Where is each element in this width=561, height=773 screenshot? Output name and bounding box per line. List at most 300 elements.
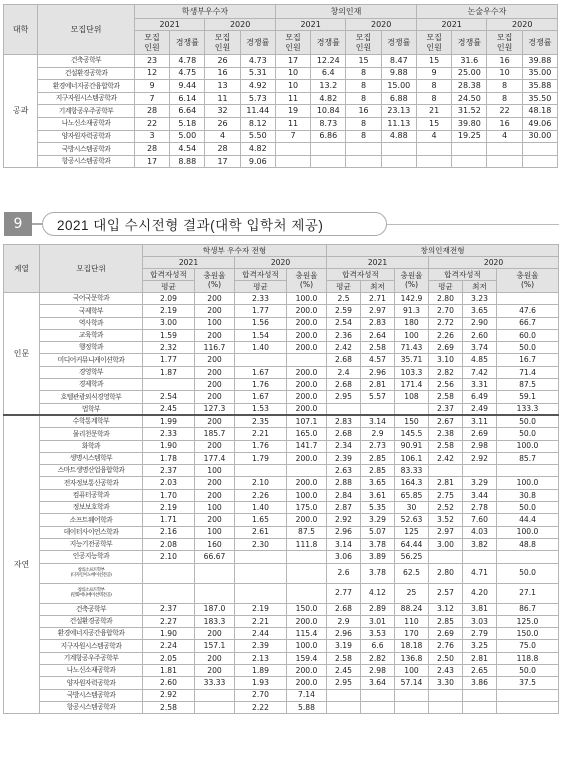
table-cell: 2.76 [429, 640, 463, 652]
table-cell: 200 [195, 489, 235, 501]
year-header: 2020 [487, 19, 558, 31]
table-row [4, 80, 558, 93]
table-row [4, 652, 559, 664]
table-cell: 2.72 [429, 317, 463, 329]
program-name: 경영학부 [40, 366, 143, 378]
program-name: 건축공학부 [40, 603, 143, 615]
table-cell: 160 [195, 538, 235, 550]
avg-header: 평균 [429, 281, 463, 293]
table-cell: 100 [395, 665, 429, 677]
table-cell: 90.91 [395, 440, 429, 452]
table-cell: 2.87 [327, 502, 361, 514]
table-cell: 3.14 [327, 538, 361, 550]
table-cell: 2.85 [361, 452, 395, 464]
table-cell: 15 [416, 117, 451, 130]
table-cell: 35.71 [395, 354, 429, 366]
table-cell: 2.03 [143, 477, 195, 489]
table-cell: 3.29 [361, 514, 395, 526]
table-cell: 87.5 [287, 526, 327, 538]
table-row [4, 489, 559, 501]
table-cell [287, 551, 327, 563]
table-cell: 49.06 [522, 117, 557, 130]
table-cell: 86.7 [497, 603, 559, 615]
program-name: 기계항공우주공학부 [38, 105, 135, 118]
table-cell: 200 [195, 628, 235, 640]
table-cell: 2.59 [327, 305, 361, 317]
table-cell: 17 [205, 155, 240, 168]
table-cell: 3.14 [361, 415, 395, 427]
table-cell: 141.7 [287, 440, 327, 452]
table-cell: 164.3 [395, 477, 429, 489]
table-cell: 2.27 [143, 615, 195, 627]
table-cell [361, 403, 395, 415]
table-cell: 1.40 [235, 342, 287, 354]
program-name: 국방시스템공학과 [38, 143, 135, 156]
table-cell: 1.99 [143, 415, 195, 427]
program-name: 지능기전공학부 [40, 538, 143, 550]
table-cell: 2.75 [429, 489, 463, 501]
table-row [4, 342, 559, 354]
table-cell: 2.19 [235, 603, 287, 615]
table-cell [487, 155, 522, 168]
table-cell: 3.44 [463, 489, 497, 501]
table-cell: 116.7 [195, 342, 235, 354]
table-cell: 66.67 [195, 551, 235, 563]
table-cell: 2.54 [327, 317, 361, 329]
table-cell: 2.13 [235, 652, 287, 664]
table-cell: 15.00 [381, 80, 416, 93]
program-name: 미디어커뮤니케이션학과 [40, 354, 143, 366]
table-cell: 3.12 [429, 603, 463, 615]
table-cell: 2.58 [143, 701, 195, 713]
table-cell: 52.63 [395, 514, 429, 526]
table-row [4, 689, 559, 701]
program-name: 창의소프트학부 (만화애니메이션텍전공) [40, 583, 143, 603]
program-name: 물리천문학과 [40, 428, 143, 440]
table-cell: 57.14 [395, 677, 429, 689]
table-cell: 30.8 [497, 489, 559, 501]
quota-header: 모집 인원 [487, 31, 522, 55]
table-cell: 1.77 [143, 354, 195, 366]
table-cell [235, 583, 287, 603]
table-cell: 65.85 [395, 489, 429, 501]
table-cell: 2.34 [327, 440, 361, 452]
table-cell: 2.42 [327, 342, 361, 354]
table-cell: 3.74 [463, 342, 497, 354]
col-program-header: 모집단위 [38, 5, 135, 55]
table-cell: 1.59 [143, 329, 195, 341]
avg-header: 평균 [143, 281, 195, 293]
table-cell: 100 [195, 526, 235, 538]
table-row [4, 67, 558, 80]
program-name: 환경에너지공간융합학과 [38, 80, 135, 93]
table-cell: 2.95 [327, 677, 361, 689]
table-cell: 2.21 [235, 615, 287, 627]
table-row [4, 502, 559, 514]
table-cell: 1.53 [235, 403, 287, 415]
table-cell: 31.6 [452, 55, 487, 68]
table-cell: 3.19 [327, 640, 361, 652]
table-cell: 8.88 [170, 155, 205, 168]
table-cell: 48.18 [522, 105, 557, 118]
table-cell: 100.0 [287, 640, 327, 652]
table-row [4, 391, 559, 403]
program-name: 나노신소재공학과 [38, 117, 135, 130]
table-cell [195, 689, 235, 701]
program-name: 전자정보통신공학과 [40, 477, 143, 489]
table-cell: 2.97 [429, 526, 463, 538]
table-cell: 5.31 [240, 67, 275, 80]
table-cell: 2.70 [235, 689, 287, 701]
table-cell: 200.0 [287, 677, 327, 689]
table-cell: 107.1 [287, 415, 327, 427]
table-cell: 110 [395, 615, 429, 627]
table-cell: 3.11 [463, 415, 497, 427]
year-header: 2021 [143, 257, 235, 269]
table-cell: 1.54 [235, 329, 287, 341]
table-cell: 2.32 [143, 342, 195, 354]
table-cell: 5.35 [361, 502, 395, 514]
table-cell: 142.9 [395, 293, 429, 305]
table-row [4, 563, 559, 583]
table-cell: 125.0 [497, 615, 559, 627]
col-field-header: 계열 [4, 245, 40, 293]
grade-header: 합격자성적 [143, 269, 195, 281]
table-cell: 145.5 [395, 428, 429, 440]
table-cell: 1.78 [143, 452, 195, 464]
table-cell: 21 [416, 105, 451, 118]
grade-header: 합격자성적 [327, 269, 395, 281]
table-cell: 11 [275, 92, 310, 105]
table-cell: 88.24 [395, 603, 429, 615]
table-cell: 5.07 [361, 526, 395, 538]
table-row [4, 640, 559, 652]
table-cell: 28 [134, 143, 169, 156]
program-name: 국방시스템공학과 [40, 689, 143, 701]
table-cell [275, 143, 310, 156]
year-header: 2020 [346, 19, 417, 31]
table-cell: 150 [395, 415, 429, 427]
table-cell: 17 [134, 155, 169, 168]
table-cell: 19 [275, 105, 310, 118]
table-cell: 3.86 [463, 677, 497, 689]
table-cell: 2.69 [429, 628, 463, 640]
table-cell: 8 [346, 67, 381, 80]
col-program-header: 모집단위 [40, 245, 143, 293]
table-cell: 6.49 [463, 391, 497, 403]
competition-rate-header: 경쟁률 [170, 31, 205, 55]
program-name: 건축공학부 [38, 55, 135, 68]
table-cell: 2.85 [429, 615, 463, 627]
quota-header: 모집 인원 [134, 31, 169, 55]
table-cell: 200 [195, 652, 235, 664]
table-row [4, 551, 559, 563]
table-cell [497, 689, 559, 701]
table-cell: 200.0 [287, 514, 327, 526]
table-cell [143, 583, 195, 603]
group-header-essay: 논술우수자 [416, 5, 557, 19]
program-name: 나노신소재공학과 [40, 665, 143, 677]
table-cell: 171.4 [395, 379, 429, 391]
table-cell: 11.13 [381, 117, 416, 130]
table-cell: 3.78 [361, 563, 395, 583]
table-cell: 10 [275, 80, 310, 93]
program-name: 정보보호학과 [40, 502, 143, 514]
table-cell: 165.0 [287, 428, 327, 440]
table-cell [361, 701, 395, 713]
table-cell: 2.89 [361, 603, 395, 615]
table-cell: 3.23 [463, 293, 497, 305]
table-cell: 3.65 [463, 305, 497, 317]
table-cell: 1.77 [235, 305, 287, 317]
quota-header: 모집 인원 [346, 31, 381, 55]
table-cell: 8 [487, 80, 522, 93]
table-cell: 12.24 [311, 55, 346, 68]
table-row [4, 117, 558, 130]
table-cell: 4.12 [361, 583, 395, 603]
table-row [4, 317, 559, 329]
table-cell: 118.8 [497, 652, 559, 664]
year-header: 2020 [429, 257, 559, 269]
table-cell: 4.85 [463, 354, 497, 366]
table-cell: 2.58 [429, 440, 463, 452]
table-cell [497, 293, 559, 305]
table-cell: 91.3 [395, 305, 429, 317]
table-cell: 39.80 [452, 117, 487, 130]
table-cell: 2.57 [429, 583, 463, 603]
table-cell: 200.0 [287, 452, 327, 464]
table-cell [416, 155, 451, 168]
table-cell: 1.40 [235, 502, 287, 514]
table-cell: 4.71 [463, 563, 497, 583]
table-cell [522, 143, 557, 156]
program-name: 스마트생명산업융합학과 [40, 465, 143, 477]
table-row [4, 440, 559, 452]
table-cell: 3.81 [463, 603, 497, 615]
competition-rate-header: 경쟁률 [452, 31, 487, 55]
table-cell: 6.86 [311, 130, 346, 143]
table-cell: 59.1 [497, 391, 559, 403]
table-cell: 200 [195, 379, 235, 391]
table-cell: 2.21 [235, 428, 287, 440]
table-cell: 200.0 [287, 391, 327, 403]
table-cell: 4.20 [463, 583, 497, 603]
program-name: 지구자원시스템공학과 [38, 92, 135, 105]
table-cell: 2.96 [361, 366, 395, 378]
table-cell: 27.1 [497, 583, 559, 603]
table-cell: 50.0 [497, 665, 559, 677]
program-name: 생명시스템학부 [40, 452, 143, 464]
program-name: 양자원자력공학과 [38, 130, 135, 143]
table-cell [463, 689, 497, 701]
table-cell: 2.85 [361, 465, 395, 477]
college-cell: 공과 [4, 55, 38, 168]
table-cell: 125 [395, 526, 429, 538]
competition-rate-header: 경쟁률 [240, 31, 275, 55]
table-cell: 100.0 [287, 489, 327, 501]
table-row [4, 677, 559, 689]
table-cell: 3.03 [463, 615, 497, 627]
table-cell: 2.19 [143, 502, 195, 514]
group-header-creative: 창의인재전형 [327, 245, 559, 257]
table-row [4, 603, 559, 615]
table-row [4, 329, 559, 341]
table-cell: 75.0 [497, 640, 559, 652]
grade-header: 합격자성적 [429, 269, 497, 281]
table-cell: 13 [205, 80, 240, 93]
table-row [4, 415, 559, 427]
table-row [4, 293, 559, 305]
table-row [4, 155, 558, 168]
table-cell: 3.53 [361, 628, 395, 640]
table-cell: 1.67 [235, 391, 287, 403]
table-cell [327, 403, 361, 415]
table-cell: 5.50 [240, 130, 275, 143]
program-name: 양자원자력공학과 [40, 677, 143, 689]
table-cell: 2.67 [429, 415, 463, 427]
table-cell: 200 [195, 391, 235, 403]
table-cell: 44.4 [497, 514, 559, 526]
table-cell: 2.81 [429, 477, 463, 489]
table-cell: 200.0 [287, 379, 327, 391]
group-header-student-record: 학생부우수자 [134, 5, 275, 19]
table-cell [235, 563, 287, 583]
table-cell: 3.06 [327, 551, 361, 563]
table-cell: 8 [346, 130, 381, 143]
table-cell: 39.88 [522, 55, 557, 68]
table-cell: 2.6 [327, 563, 361, 583]
table-cell: 8.47 [381, 55, 416, 68]
table-cell: 2.82 [361, 652, 395, 664]
table-cell: 22 [487, 105, 522, 118]
table-cell [327, 701, 361, 713]
table-cell: 60.0 [497, 329, 559, 341]
table-cell: 5.00 [170, 130, 205, 143]
table-cell: 180 [395, 317, 429, 329]
table-cell: 71.43 [395, 342, 429, 354]
table-cell [143, 379, 195, 391]
table-cell: 50.0 [497, 502, 559, 514]
table-cell: 200 [195, 293, 235, 305]
table-cell [381, 155, 416, 168]
year-header: 2021 [134, 19, 205, 31]
table-cell: 100.0 [497, 526, 559, 538]
competition-rate-header: 경쟁률 [311, 31, 346, 55]
table-cell: 8.12 [240, 117, 275, 130]
program-name: 지구자원시스템공학과 [40, 640, 143, 652]
table-cell: 16.7 [497, 354, 559, 366]
table-cell: 200.0 [287, 305, 327, 317]
table-cell: 2.68 [327, 379, 361, 391]
table-cell: 2.82 [429, 366, 463, 378]
table-row [4, 615, 559, 627]
table-cell: 3.00 [429, 538, 463, 550]
program-name: 화학과 [40, 440, 143, 452]
table-cell: 1.81 [143, 665, 195, 677]
table-cell: 2.70 [429, 305, 463, 317]
table-row [4, 143, 558, 156]
table-cell: 33.33 [195, 677, 235, 689]
table-cell [346, 143, 381, 156]
table-cell: 2.95 [327, 391, 361, 403]
table-cell: 1.93 [235, 677, 287, 689]
table-cell: 7 [275, 130, 310, 143]
table-cell: 7.60 [463, 514, 497, 526]
table-cell: 200 [195, 366, 235, 378]
table-cell: 7 [134, 92, 169, 105]
table-cell: 133.3 [497, 403, 559, 415]
table-cell: 2.81 [361, 379, 395, 391]
program-name: 수학통계학부 [40, 415, 143, 427]
table-cell [195, 583, 235, 603]
program-name: 인공지능학과 [40, 551, 143, 563]
table-cell: 4.73 [240, 55, 275, 68]
year-header: 2021 [416, 19, 487, 31]
table-cell: 28 [134, 105, 169, 118]
table-cell: 6.4 [311, 67, 346, 80]
table-cell: 3.78 [361, 538, 395, 550]
table-cell [429, 551, 463, 563]
table-cell: 71.4 [497, 366, 559, 378]
table-cell [416, 143, 451, 156]
table-cell: 28 [205, 143, 240, 156]
table-cell: 2.79 [463, 628, 497, 640]
table-cell: 12 [134, 67, 169, 80]
section-header [0, 208, 561, 238]
table-cell [311, 143, 346, 156]
table-cell: 2.68 [327, 428, 361, 440]
table-cell: 150.0 [497, 628, 559, 640]
table-cell [235, 354, 287, 366]
table-cell [497, 465, 559, 477]
table-cell: 9.44 [170, 80, 205, 93]
table-cell: 2.9 [361, 428, 395, 440]
table-cell: 185.7 [195, 428, 235, 440]
table-cell: 3.52 [429, 514, 463, 526]
table-cell: 2.98 [361, 665, 395, 677]
table-cell [287, 354, 327, 366]
table-cell: 2.37 [429, 403, 463, 415]
table-cell [361, 689, 395, 701]
table-cell: 4 [487, 130, 522, 143]
table-cell: 4.54 [170, 143, 205, 156]
table-cell: 62.5 [395, 563, 429, 583]
table-cell: 200.0 [287, 477, 327, 489]
table-cell: 200 [195, 514, 235, 526]
table-cell: 1.79 [235, 452, 287, 464]
table-cell: 170 [395, 628, 429, 640]
table-cell: 159.4 [287, 652, 327, 664]
table-cell: 11 [275, 117, 310, 130]
table-cell: 6.14 [170, 92, 205, 105]
table-cell: 8 [346, 92, 381, 105]
fill-rate-header: 충원율 (%) [395, 269, 429, 293]
table-cell: 50.0 [497, 415, 559, 427]
avg-header: 평균 [327, 281, 361, 293]
table-cell: 5.88 [287, 701, 327, 713]
program-name: 호텔관광외식경영학부 [40, 391, 143, 403]
table-cell: 6.64 [170, 105, 205, 118]
table-cell: 1.70 [143, 489, 195, 501]
table-cell: 2.10 [235, 477, 287, 489]
field-cell: 자연 [4, 415, 40, 713]
competition-rate-header: 경쟁률 [381, 31, 416, 55]
table-cell: 4.92 [240, 80, 275, 93]
table-cell: 2.60 [143, 677, 195, 689]
program-name: 역사학과 [40, 317, 143, 329]
table-cell: 200 [195, 354, 235, 366]
table-cell: 2.69 [463, 428, 497, 440]
